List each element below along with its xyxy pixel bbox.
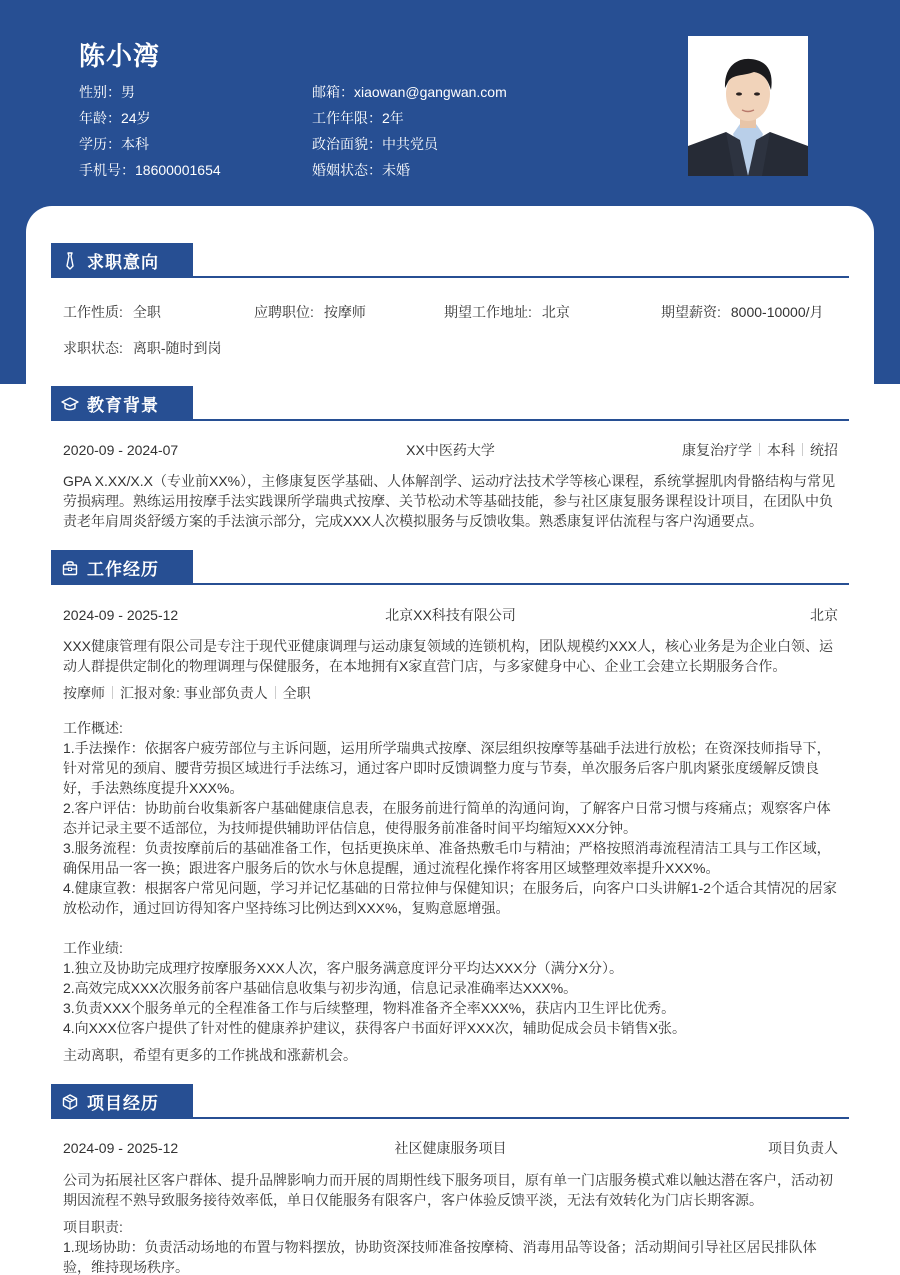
info-value: 24岁 <box>121 110 151 126</box>
work-type: 全职 <box>282 685 311 701</box>
education-date: 2020-09 - 2024-07 <box>63 442 179 458</box>
cube-icon <box>61 1093 79 1111</box>
intent-value: 北京 <box>541 304 570 320</box>
info-work-years <box>312 108 507 134</box>
education-tags <box>682 440 838 460</box>
section-header-intent <box>51 243 849 278</box>
info-label: 邮箱： <box>312 84 354 100</box>
work-role: 按摩师 <box>63 685 105 701</box>
intent-label: 期望工作地址: <box>444 304 532 320</box>
project-duties-title: 项目职责: <box>63 1219 123 1235</box>
work-location: 北京 <box>810 607 838 623</box>
section-tab <box>51 550 193 585</box>
intent-location <box>444 302 570 322</box>
info-value: 18600001654 <box>135 162 221 178</box>
info-label: 学历： <box>79 136 121 152</box>
tie-icon <box>61 252 79 270</box>
intent-status <box>63 338 222 358</box>
info-label: 工作年限： <box>312 110 382 126</box>
section-header-project <box>51 1084 849 1119</box>
section-title: 项目经历 <box>87 1094 159 1113</box>
basic-info-left <box>79 82 221 186</box>
intent-value: 8000-10000/月 <box>730 304 824 320</box>
info-value: 中共党员 <box>382 136 438 152</box>
section-title: 求职意向 <box>87 253 159 272</box>
info-phone <box>79 160 221 186</box>
info-value: 未婚 <box>382 162 410 178</box>
info-label: 年龄： <box>79 110 121 126</box>
intent-value: 离职-随时到岗 <box>132 340 222 356</box>
project-role: 项目负责人 <box>768 1140 838 1156</box>
education-school: XX中医药大学 <box>406 442 495 458</box>
portrait-icon <box>688 36 808 176</box>
divider <box>802 443 803 456</box>
intent-row-1 <box>63 302 838 322</box>
work-overview-item: 3.服务流程：负责按摩前后的基础准备工作，包括更换床单、准备热敷毛巾与精油；严格按照消毒流程清洁工具与工作区域，确保用品一客一换；跟进客户服务后的饮水与休息提醒，通过流程化操作将客用区域整理效率提升XXX%。 <box>63 840 831 876</box>
intent-position <box>254 302 366 322</box>
project-description: 公司为拓展社区客户群体、提升品牌影响力而开展的周期性线下服务项目，原有单一门店服务模式难以触达潜在客户，活动初期因流程不熟导致服务接待效率低，单日仅能服务有限客户，客户体验反馈平淡，无法有效转化为门店长期客源。 <box>63 1172 833 1208</box>
section-title: 教育背景 <box>87 396 159 415</box>
info-political-status <box>312 134 507 160</box>
work-achievements-title: 工作业绩: <box>63 940 123 956</box>
section-title: 工作经历 <box>87 560 159 579</box>
education-type: 统招 <box>810 442 838 458</box>
project-name: 社区健康服务项目 <box>394 1140 507 1156</box>
divider <box>759 443 760 456</box>
info-age <box>79 108 221 134</box>
candidate-name: 陈小湾 <box>79 41 161 71</box>
basic-info-right <box>312 82 507 186</box>
info-value: 男 <box>121 84 135 100</box>
intent-label: 求职状态: <box>63 340 123 356</box>
work-overview-title: 工作概述: <box>63 720 123 736</box>
work-achievement-item: 2.高效完成XXX次服务前客户基础信息收集与初步沟通，信息记录准确率达XXX%。 <box>63 980 578 996</box>
work-overview-item: 1.手法操作：依据客户疲劳部位与主诉问题，运用所学瑞典式按摩、深层组织按摩等基础手法进行放松；在资深技师指导下，针对常见的颈肩、腰背劳损区域进行手法练习，通过客户即时反馈调整力度与节奏，单次服务后客户肌肉紧张度缓解反馈良好，手法熟练度提升XXX%。 <box>63 740 831 796</box>
section-header-work <box>51 550 849 585</box>
project-duties <box>63 1217 838 1275</box>
info-value: 2年 <box>382 110 404 126</box>
profile-photo <box>688 36 808 176</box>
work-company: 北京XX科技有限公司 <box>385 607 516 623</box>
section-tab <box>51 243 193 278</box>
education-entry-header <box>63 440 838 460</box>
education-description: GPA X.XX/X.X（专业前XX%），主修康复医学基础、人体解剖学、运动疗法技术学等核心课程，系统掌握肌肉骨骼结构与常见劳损病理。熟练运用按摩手法实践课所学瑞典式按摩、关节松动术等基础技能，参与社区康复服务课程设计项目，在团队中负责老年肩周炎舒缓方案的手法演示部分，完成XXX人次模拟服务与反馈收集。熟悉康复评估流程与客户沟通要点。 <box>63 473 836 529</box>
section-tab <box>51 386 193 421</box>
intent-job-type <box>63 302 161 322</box>
info-label: 手机号： <box>79 162 135 178</box>
info-label: 政治面貌： <box>312 136 382 152</box>
project-duty-item: 1.现场协助：负责活动场地的布置与物料摆放，协助资深技师准备按摩椅、消毒用品等设备；活动期间引导社区居民排队体验，维持现场秩序。 <box>63 1239 817 1275</box>
info-gender <box>79 82 221 108</box>
work-overview-item: 4.健康宣教：根据客户常见问题，学习并记忆基础的日常拉伸与保健知识；在服务后，向客户口头讲解1-2个适合其情况的居家放松动作，通过回访得知客户坚持练习比例达到XXX%，复购意愿增强。 <box>63 880 837 916</box>
work-date: 2024-09 - 2025-12 <box>63 607 179 623</box>
info-value: 本科 <box>121 136 149 152</box>
info-education <box>79 134 221 160</box>
section-header-education <box>51 386 849 421</box>
work-tags <box>63 683 838 703</box>
work-achievement-item: 4.向XXX位客户提供了针对性的健康养护建议，获得客户书面好评XXX次，辅助促成会员卡销售X张。 <box>63 1020 687 1036</box>
intent-row-2 <box>63 338 838 358</box>
education-major: 康复治疗学 <box>682 442 752 458</box>
info-value: xiaowan@gangwan.com <box>354 84 507 100</box>
info-label: 婚姻状态： <box>312 162 382 178</box>
intent-label: 应聘职位: <box>254 304 314 320</box>
intent-label: 期望薪资: <box>661 304 721 320</box>
intent-value: 全职 <box>132 304 161 320</box>
info-marital-status <box>312 160 507 186</box>
work-achievement-item: 3.负责XXX个服务单元的全程准备工作与后续整理，物料准备齐全率XXX%，获店内卫生评比优秀。 <box>63 1000 676 1016</box>
intent-salary <box>661 302 824 322</box>
project-date: 2024-09 - 2025-12 <box>63 1140 179 1156</box>
work-report-to: 汇报对象: 事业部负责人 <box>120 685 268 701</box>
work-overview <box>63 718 838 918</box>
intent-value: 按摩师 <box>323 304 366 320</box>
section-tab <box>51 1084 193 1119</box>
work-leave-reason: 主动离职，希望有更多的工作挑战和涨薪机会。 <box>63 1047 357 1063</box>
intent-label: 工作性质: <box>63 304 123 320</box>
divider <box>112 686 113 699</box>
divider <box>275 686 276 699</box>
info-email <box>312 82 507 108</box>
briefcase-icon <box>61 559 79 577</box>
work-company-description: XXX健康管理有限公司是专注于现代亚健康调理与运动康复领域的连锁机构，团队规模约XXX人，核心业务是为企业白领、运动人群提供定制化的物理调理与保健服务，在本地拥有X家直营门店，与多家健身中心、企业工会建立长期服务合作。 <box>63 638 834 674</box>
info-label: 性别： <box>79 84 121 100</box>
education-degree: 本科 <box>767 442 795 458</box>
work-overview-item: 2.客户评估：协助前台收集新客户基础健康信息表，在服务前进行简单的沟通问询，了解客户日常习惯与疼痛点；观察客户体态并记录主要不适部位，为技师提供辅助评估信息，使得服务前准备时间平均缩短XXX分钟。 <box>63 800 831 836</box>
work-tags-group <box>63 683 311 703</box>
project-entry-header <box>63 1138 838 1158</box>
graduation-cap-icon <box>61 395 79 413</box>
work-achievement-item: 1.独立及协助完成理疗按摩服务XXX人次，客户服务满意度评分平均达XXX分（满分X分）。 <box>63 960 624 976</box>
work-entry-header <box>63 605 838 625</box>
work-achievements <box>63 938 838 1038</box>
